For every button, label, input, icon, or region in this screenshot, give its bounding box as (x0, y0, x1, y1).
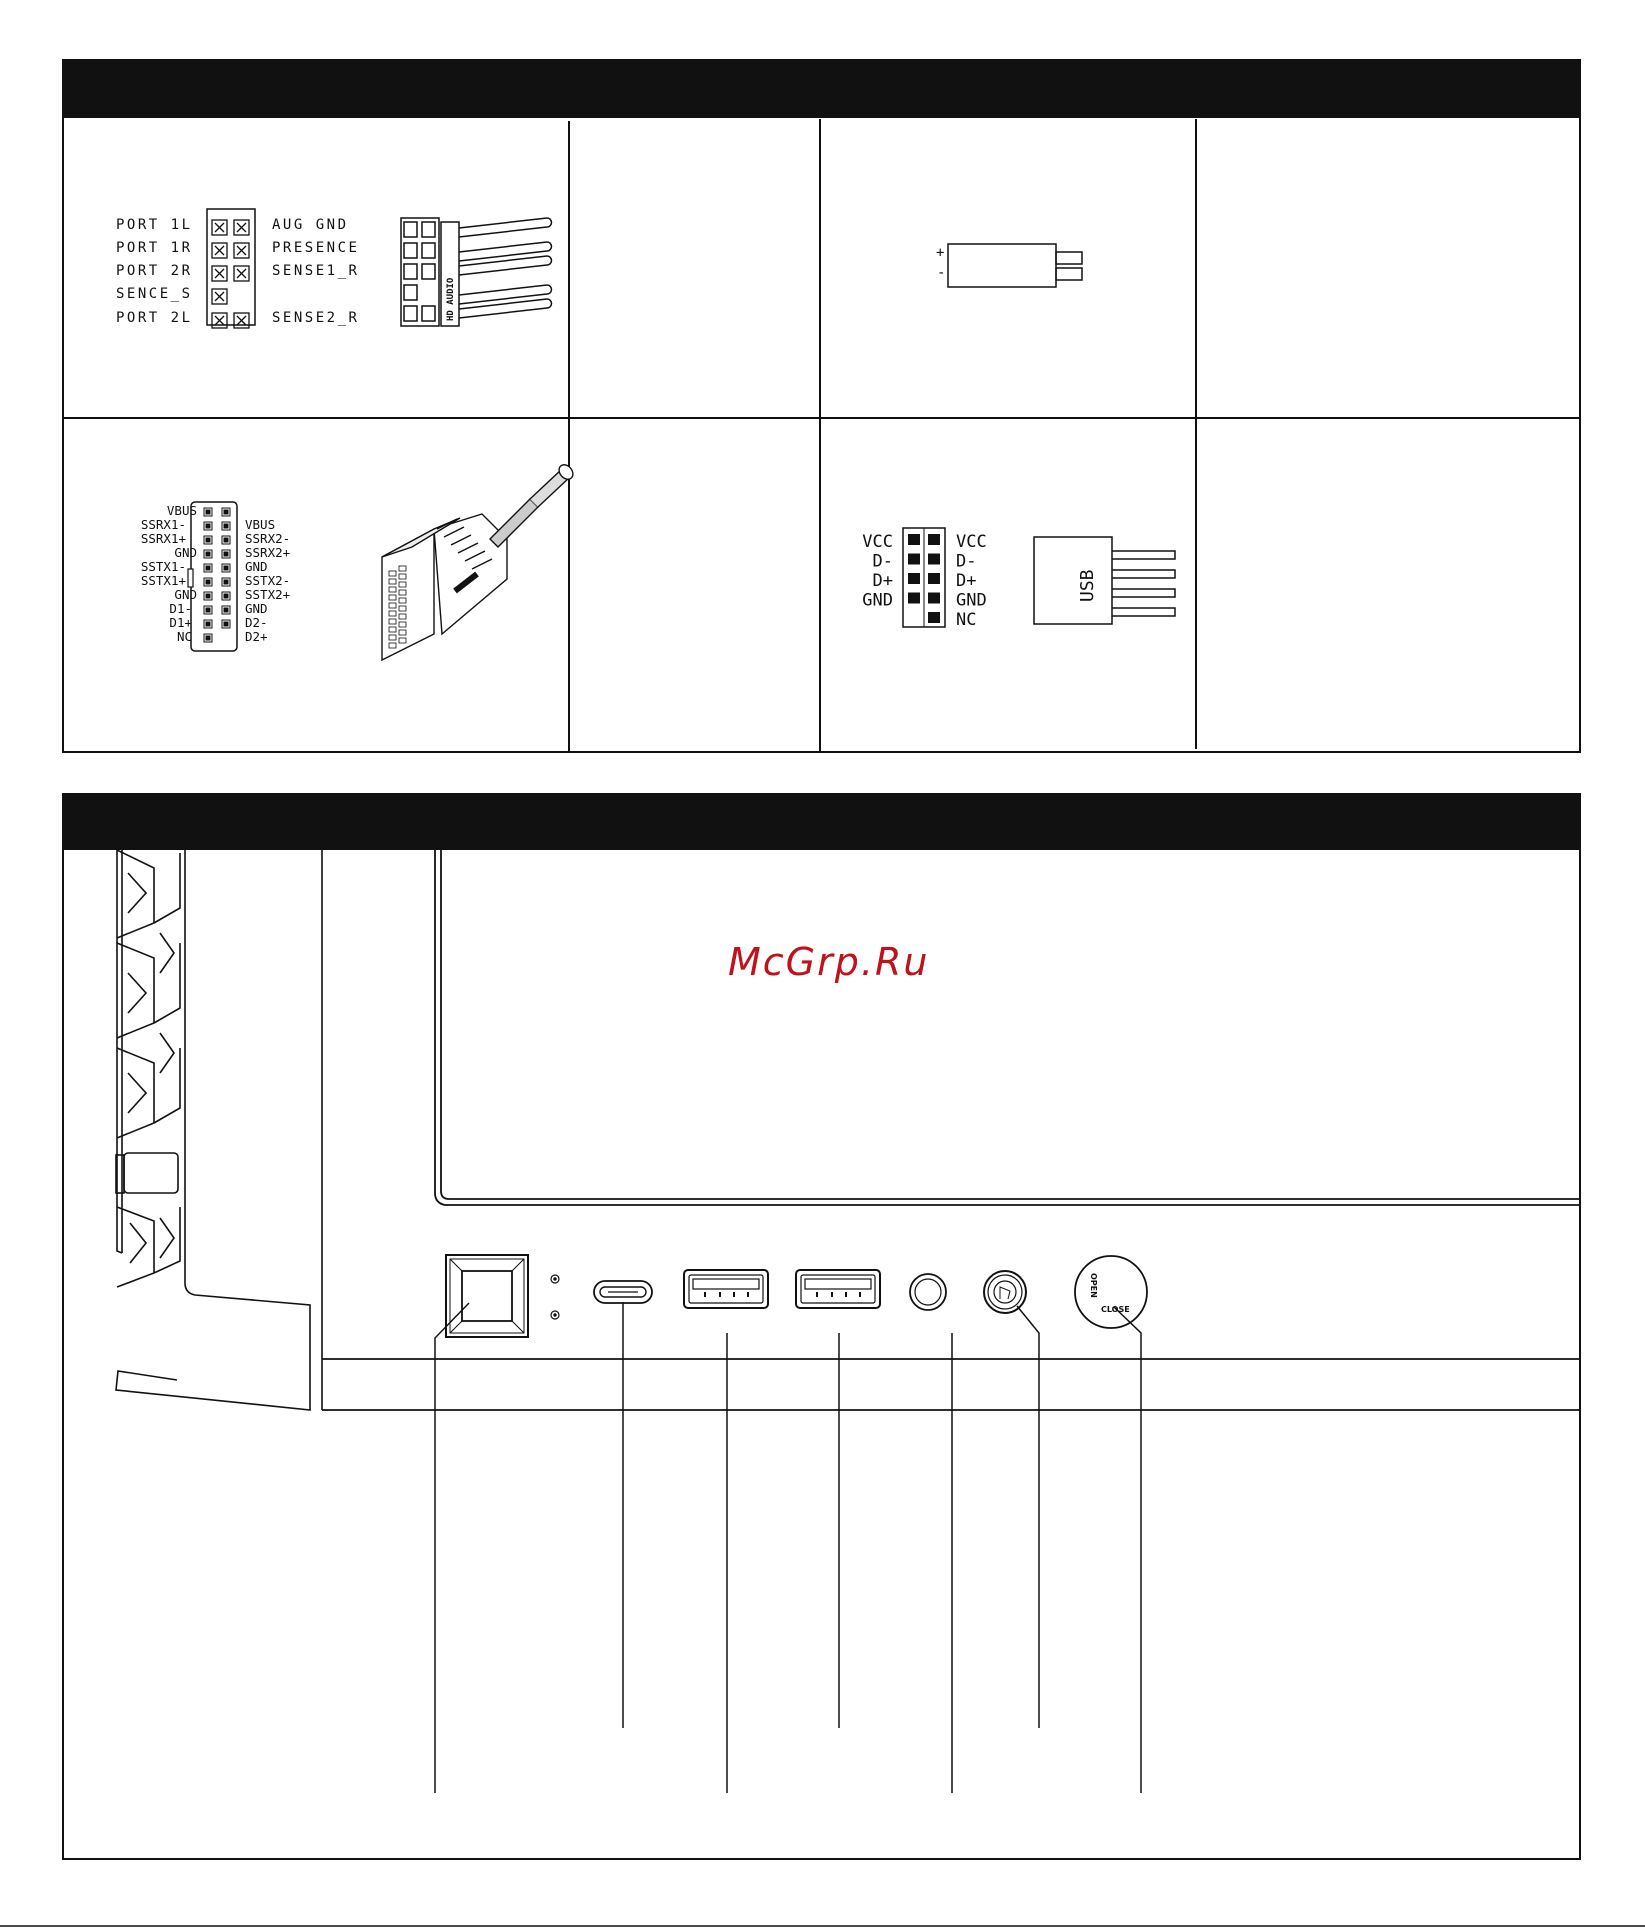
pin-icon (404, 285, 417, 300)
pin-icon (234, 243, 249, 258)
pin-icon (908, 534, 920, 545)
pin-icon (399, 614, 406, 619)
pin-icon (399, 590, 406, 595)
pin-icon (399, 566, 406, 571)
pin-icon (389, 643, 396, 648)
pin-icon (399, 606, 406, 611)
connector-pinout-panel (62, 59, 1581, 753)
usb3-right-label: GND (245, 601, 268, 616)
usb2-left-label: D+ (872, 571, 893, 591)
pin-icon (928, 573, 940, 584)
hd-audio-left-label: PORT 2L (116, 310, 193, 326)
knob-close-label: CLOSE (1101, 1305, 1130, 1314)
pin-icon (399, 574, 406, 579)
cable-connector-icon (401, 218, 552, 326)
pin-icon (389, 603, 396, 608)
pin-icon (422, 243, 435, 258)
rotary-knob-icon[interactable] (1075, 1256, 1147, 1328)
hd-audio-right-label: AUG GND (272, 217, 349, 233)
usb3-right-label: D2+ (245, 629, 268, 644)
pin-icon (389, 627, 396, 632)
hd-audio-right-label: SENSE2_R (272, 310, 360, 326)
pin-icon (222, 522, 230, 530)
usb3-left-label: SSTX1- (140, 559, 186, 574)
knob-open-label: OPEN (1089, 1273, 1098, 1298)
usb3-right-label: VBUS (245, 517, 276, 532)
pin-icon (222, 620, 230, 628)
pin-icon (399, 622, 406, 627)
usb3-header (141, 502, 290, 651)
pin-icon (389, 587, 396, 592)
pin-icon (222, 550, 230, 558)
pin-icon (389, 635, 396, 640)
usb3-left-label: SSRX1+ (140, 531, 186, 546)
cable-connector-icon (382, 462, 576, 660)
pin-icon (204, 578, 212, 586)
hd-audio-left-label: PORT 2R (116, 263, 193, 279)
usb3-left-label: GND (174, 587, 197, 602)
usb3-right-label: SSRX2+ (245, 545, 291, 560)
pin-icon (204, 536, 212, 544)
pin-icon (908, 593, 920, 604)
cable-connector-icon (1034, 537, 1175, 624)
pin-icon (204, 592, 212, 600)
pin-icon (204, 550, 212, 558)
pin-icon (399, 582, 406, 587)
power-led-connector (936, 244, 1082, 287)
usb2-left-label: GND (862, 590, 893, 611)
usb3-left-label: VBUS (166, 503, 197, 518)
pin-icon (222, 508, 230, 516)
hd-audio-left-label: SENCE_S (116, 286, 193, 302)
pin-icon (204, 508, 212, 516)
pin-icon (204, 564, 212, 572)
usb3-right-label: GND (245, 559, 268, 574)
usb3-left-label: NC (176, 629, 192, 644)
pin-icon (222, 578, 230, 586)
pin-icon (389, 579, 396, 584)
usb2-plug-text: USB (1077, 569, 1098, 602)
usb2-right-label: D+ (956, 571, 977, 591)
usb3-right-label: D2- (245, 615, 268, 630)
usb3-left-label: D1- (169, 601, 192, 616)
usb2-right-label: D- (956, 551, 977, 572)
pin-icon (908, 573, 920, 584)
pin-icon (212, 266, 227, 281)
side-vents (116, 850, 322, 1410)
pin-icon (389, 619, 396, 624)
usb3-right-label: SSTX2+ (245, 587, 291, 602)
pin-icon (222, 606, 230, 614)
pin-icon (204, 522, 212, 530)
usb3-left-label: SSTX1+ (140, 573, 186, 588)
power-led-plus: + (936, 245, 945, 261)
pin-icon (389, 611, 396, 616)
pin-icon (928, 534, 940, 545)
pin-icon (422, 222, 435, 237)
hd-audio-header (116, 209, 359, 328)
usb2-right-label: NC (956, 610, 977, 630)
usb3-left-label: SSRX1- (140, 517, 186, 532)
usb3-left-label: GND (174, 545, 197, 560)
hd-audio-plug-text: HD AUDIO (446, 277, 456, 321)
pin-icon (928, 593, 940, 604)
pin-icon (399, 598, 406, 603)
usb-port-icon[interactable] (684, 1270, 768, 1308)
usb-port-icon[interactable] (796, 1270, 880, 1308)
pin-icon (928, 612, 940, 623)
hd-audio-left-label: PORT 1R (116, 240, 193, 256)
usb2-left-label: D- (872, 551, 893, 572)
usb3-left-label: D1+ (169, 615, 192, 630)
power-button-icon[interactable] (446, 1255, 528, 1337)
pin-icon (422, 306, 435, 321)
pin-icon (222, 536, 230, 544)
pin-icon (404, 264, 417, 279)
usb2-header (862, 528, 986, 630)
pin-icon (928, 554, 940, 565)
connector-grid (62, 59, 1581, 753)
watermark: McGrp.Ru (728, 940, 930, 984)
pin-icon (204, 606, 212, 614)
pin-icon (222, 564, 230, 572)
pin-icon (204, 620, 212, 628)
pin-icon (212, 243, 227, 258)
callout-lines (435, 1302, 1141, 1793)
pin-icon (234, 220, 249, 235)
pin-icon (399, 638, 406, 643)
pin-icon (212, 289, 227, 304)
pin-icon (389, 571, 396, 576)
power-led-minus: - (937, 265, 946, 281)
status-led-icon (551, 1275, 559, 1319)
audio-jack-icon[interactable] (910, 1274, 946, 1310)
pin-icon (389, 595, 396, 600)
usb3-right-label: SSRX2- (245, 531, 291, 546)
pin-icon (422, 264, 435, 279)
window-outline (322, 850, 1579, 1410)
pin-icon (204, 634, 212, 642)
footer-rule (0, 1899, 1645, 1929)
pin-icon (399, 630, 406, 635)
usb-c-port-icon[interactable] (594, 1281, 652, 1303)
pin-icon (234, 266, 249, 281)
rgb-button-icon[interactable] (984, 1271, 1026, 1313)
usb3-right-label: SSTX2- (245, 573, 291, 588)
pin-icon (404, 243, 417, 258)
pin-icon (222, 592, 230, 600)
pin-icon (404, 222, 417, 237)
pin-icon (212, 220, 227, 235)
hd-audio-right-label: PRESENCE (272, 240, 360, 256)
pin-icon (404, 306, 417, 321)
usb2-left-label: VCC (862, 532, 893, 552)
hd-audio-left-label: PORT 1L (116, 217, 193, 233)
pin-icon (908, 554, 920, 565)
hd-audio-right-label: SENSE1_R (272, 263, 360, 279)
usb2-right-label: VCC (956, 532, 987, 552)
usb2-right-label: GND (956, 590, 987, 611)
